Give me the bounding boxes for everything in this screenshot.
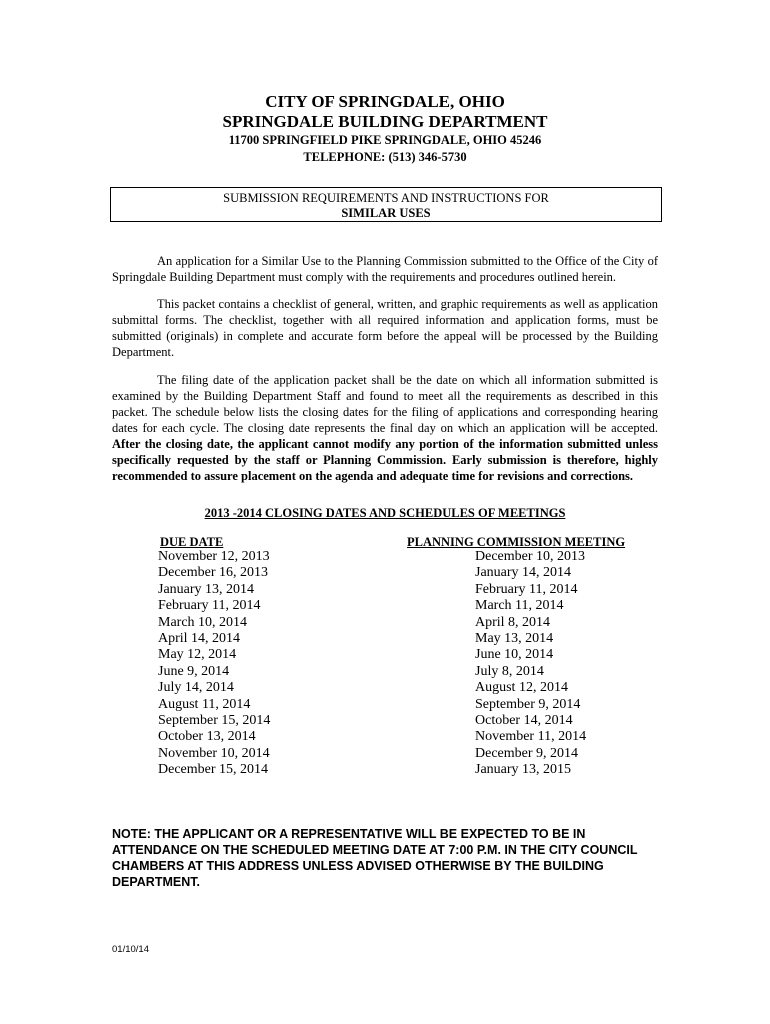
submission-title-box [110, 187, 662, 222]
intro-paragraph: An application for a Similar Use to the Planning Commission submitted to the Office of the City of Springdale Building Department must comply with the requirements and procedures outlined herein. [112, 254, 658, 284]
due-date-header: DUE DATE [160, 535, 224, 549]
meeting-date-item: January 13, 2015 [475, 762, 572, 778]
department-address: 11700 SPRINGFIELD PIKE SPRINGDALE, OHIO 45246 [228, 133, 542, 147]
meeting-date-item: February 11, 2014 [475, 581, 578, 597]
meeting-date-item: December 9, 2014 [475, 745, 579, 761]
department-telephone: TELEPHONE: (513) 346-5730 [303, 150, 467, 164]
due-date-item: December 15, 2014 [158, 762, 269, 778]
meeting-date-item: March 11, 2014 [475, 598, 564, 614]
meeting-date-list [475, 549, 586, 779]
meeting-date-item: January 14, 2014 [475, 565, 572, 581]
due-date-item: December 16, 2013 [158, 565, 269, 581]
revision-date: 01/10/14 [112, 944, 149, 955]
due-date-list [158, 549, 270, 779]
due-date-item: February 11, 2014 [158, 598, 261, 614]
meeting-date-item: July 8, 2014 [475, 663, 544, 679]
meeting-date-item: April 8, 2014 [475, 614, 551, 630]
meeting-date-item: June 10, 2014 [475, 647, 554, 663]
meeting-date-item: December 10, 2013 [475, 549, 586, 564]
due-date-item: September 15, 2014 [158, 713, 271, 729]
due-date-item: October 13, 2014 [158, 729, 256, 745]
due-date-item: May 12, 2014 [158, 647, 237, 663]
meeting-date-item: November 11, 2014 [475, 729, 587, 745]
meeting-date-item: August 12, 2014 [475, 680, 568, 696]
checklist-paragraph: This packet contains a checklist of general, written, and graphic requirements as well as application submittal forms. The checklist, together with all required information and application forms, must be submitted (originals) in complete and accurate form before the appeal will be processed by the Building Department. [112, 297, 658, 359]
closing-date-warning: After the closing date, the applicant cannot modify any portion of the information submitted unless specifically requested by the staff or Planning Commission. Early submission is therefore, highly recommended to assure placement on the agenda and adequate time for revisions and corrections. [112, 437, 658, 483]
attendance-note: NOTE: THE APPLICANT OR A REPRESENTATIVE WILL BE EXPECTED TO BE IN ATTENDANCE ON THE SCHEDULED MEETING DATE AT 7:00 P.M. IN THE CITY COUNCIL CHAMBERS AT THIS ADDRESS UNLESS ADVISED OTHERWISE BY THE BUILDING DEPARTMENT. [112, 827, 638, 889]
city-title: CITY OF SPRINGDALE, OHIO [265, 92, 505, 111]
filing-date-text: The filing date of the application packet shall be the date on which all information submitted is examined by the Building Department Staff and found to meet all the requirements as described in this packet. The schedule below lists the closing dates for the filing of applications and corresponding hearing dates for each cycle. The closing date represents the final day on which an application will be accepted. [112, 373, 658, 435]
submission-title-line1: SUBMISSION REQUIREMENTS AND INSTRUCTIONS FOR [223, 191, 549, 205]
due-date-item: April 14, 2014 [158, 631, 241, 647]
due-date-item: July 14, 2014 [158, 680, 234, 696]
due-date-item: August 11, 2014 [158, 696, 251, 712]
meeting-date-item: September 9, 2014 [475, 696, 581, 712]
meeting-date-header: PLANNING COMMISSION MEETING [407, 535, 626, 549]
filing-date-paragraph [112, 372, 658, 484]
due-date-item: March 10, 2014 [158, 614, 248, 630]
department-title: SPRINGDALE BUILDING DEPARTMENT [222, 112, 548, 131]
meeting-date-item: October 14, 2014 [475, 713, 573, 729]
due-date-item: November 10, 2014 [158, 745, 270, 761]
due-date-item: June 9, 2014 [158, 663, 230, 679]
schedule-title: 2013 -2014 CLOSING DATES AND SCHEDULES OF MEETINGS [204, 506, 566, 520]
due-date-item: January 13, 2014 [158, 581, 255, 597]
submission-title-line2: SIMILAR USES [341, 206, 431, 220]
meeting-date-item: May 13, 2014 [475, 631, 554, 647]
due-date-item: November 12, 2013 [158, 549, 270, 564]
